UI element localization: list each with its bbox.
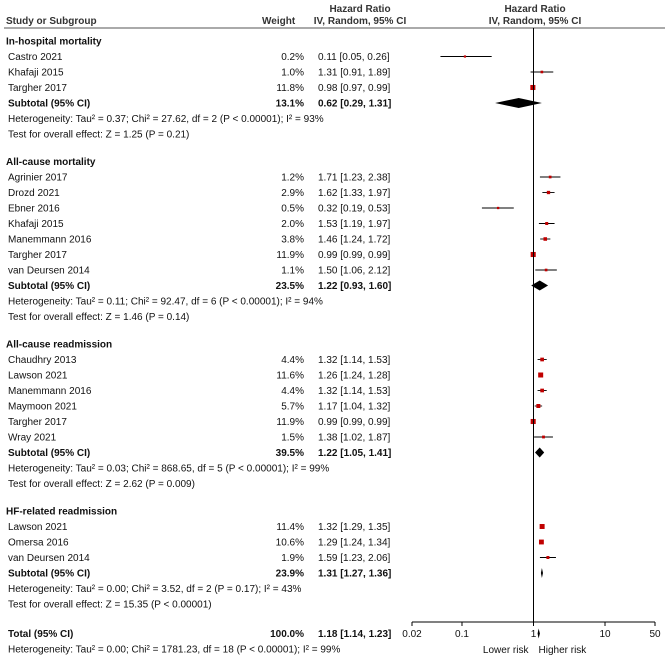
total-diamond bbox=[538, 629, 540, 639]
study-weight: 0.5% bbox=[281, 203, 304, 215]
heterogeneity-text: Heterogeneity: Tau² = 0.03; Chi² = 868.65, df = 5 (P < 0.00001); I² = 99% bbox=[8, 463, 330, 475]
study-hr-ci: 1.32 [1.14, 1.53] bbox=[318, 386, 391, 397]
study-hr-ci: 1.38 [1.02, 1.87] bbox=[318, 432, 391, 444]
study-name: van Deursen 2014 bbox=[8, 553, 90, 564]
study-weight: 0.2% bbox=[281, 52, 304, 63]
x-axis-tick-label: 1 bbox=[530, 629, 537, 640]
heterogeneity-text: Heterogeneity: Tau² = 0.11; Chi² = 92.47, df = 6 (P < 0.00001); I² = 94% bbox=[8, 296, 323, 308]
x-axis-tick-label: 10 bbox=[599, 629, 611, 640]
study-weight: 1.0% bbox=[281, 67, 304, 79]
study-name: Targher 2017 bbox=[8, 83, 67, 94]
subtotal-hr-ci: 0.62 [0.29, 1.31] bbox=[318, 98, 392, 110]
study-name: Targher 2017 bbox=[8, 250, 67, 261]
column-header-study: Study or Subgroup bbox=[6, 16, 97, 27]
overall-effect-text: Test for overall effect: Z = 15.35 (P < 0.00001) bbox=[8, 599, 212, 611]
study-weight: 1.9% bbox=[281, 553, 304, 564]
study-hr-ci: 1.59 [1.23, 2.06] bbox=[318, 553, 391, 564]
study-hr-ci: 1.29 [1.24, 1.34] bbox=[318, 537, 391, 549]
subtotal-label: Subtotal (95% CI) bbox=[8, 448, 91, 459]
study-weight: 2.9% bbox=[281, 188, 304, 199]
study-weight: 4.4% bbox=[281, 386, 304, 397]
study-weight: 11.4% bbox=[276, 522, 304, 533]
study-hr-ci: 1.31 [0.91, 1.89] bbox=[318, 67, 391, 79]
study-weight: 1.1% bbox=[281, 265, 304, 277]
study-name: Manemmann 2016 bbox=[8, 386, 92, 397]
subtotal-diamond bbox=[495, 98, 542, 108]
subtotal-weight: 23.9% bbox=[275, 568, 304, 580]
total-hr-ci: 1.18 [1.14, 1.23] bbox=[318, 629, 392, 640]
study-point-marker bbox=[549, 176, 552, 179]
study-point-marker bbox=[464, 55, 466, 57]
study-name: Drozd 2021 bbox=[8, 188, 60, 199]
column-header-hr-title: Hazard Ratio bbox=[329, 4, 391, 15]
study-weight: 4.4% bbox=[281, 355, 304, 366]
subtotal-label: Subtotal (95% CI) bbox=[8, 281, 91, 292]
study-hr-ci: 1.62 [1.33, 1.97] bbox=[318, 188, 391, 199]
subtotal-label: Subtotal (95% CI) bbox=[8, 568, 91, 580]
subtotal-hr-ci: 1.22 [0.93, 1.60] bbox=[318, 281, 392, 292]
overall-effect-text: Test for overall effect: Z = 2.62 (P = 0.009) bbox=[8, 479, 195, 490]
study-hr-ci: 1.32 [1.29, 1.35] bbox=[318, 522, 391, 533]
study-name: Lawson 2021 bbox=[8, 370, 68, 382]
study-point-marker bbox=[547, 191, 550, 194]
column-header-hr-method: IV, Random, 95% CI bbox=[313, 16, 407, 27]
study-hr-ci: 1.71 [1.23, 2.38] bbox=[318, 172, 391, 184]
study-name: Khafaji 2015 bbox=[8, 67, 64, 79]
study-weight: 1.2% bbox=[281, 172, 304, 184]
study-name: Maymoon 2021 bbox=[8, 401, 77, 413]
study-weight: 1.5% bbox=[281, 432, 304, 444]
study-point-marker bbox=[539, 540, 544, 545]
study-hr-ci: 0.99 [0.99, 0.99] bbox=[318, 250, 391, 261]
study-hr-ci: 0.99 [0.99, 0.99] bbox=[318, 417, 391, 428]
subtotal-hr-ci: 1.22 [1.05, 1.41] bbox=[318, 448, 392, 459]
column-header-weight: Weight bbox=[262, 16, 296, 27]
study-point-marker bbox=[530, 85, 535, 90]
study-point-marker bbox=[546, 556, 549, 559]
total-weight: 100.0% bbox=[270, 629, 304, 640]
subgroup-header: All-cause mortality bbox=[6, 157, 96, 168]
study-weight: 11.8% bbox=[276, 83, 304, 94]
study-weight: 11.9% bbox=[276, 417, 304, 428]
study-name: Ebner 2016 bbox=[8, 203, 60, 215]
study-name: Castro 2021 bbox=[8, 52, 63, 63]
study-weight: 11.6% bbox=[276, 370, 304, 382]
study-name: Manemmann 2016 bbox=[8, 234, 92, 246]
study-hr-ci: 1.26 [1.24, 1.28] bbox=[318, 370, 391, 382]
study-name: Khafaji 2015 bbox=[8, 219, 64, 230]
study-name: Wray 2021 bbox=[8, 432, 57, 444]
study-hr-ci: 1.46 [1.24, 1.72] bbox=[318, 234, 391, 246]
study-point-marker bbox=[540, 389, 544, 393]
subgroup-header: HF-related readmission bbox=[6, 506, 118, 518]
study-hr-ci: 0.32 [0.19, 0.53] bbox=[318, 203, 391, 215]
subtotal-weight: 13.1% bbox=[275, 98, 304, 110]
heterogeneity-text: Heterogeneity: Tau² = 0.37; Chi² = 27.62, df = 2 (P < 0.00001); I² = 93% bbox=[8, 114, 324, 125]
study-point-marker bbox=[543, 237, 547, 241]
study-hr-ci: 0.11 [0.05, 0.26] bbox=[318, 52, 390, 63]
study-point-marker bbox=[545, 269, 548, 272]
study-point-marker bbox=[497, 207, 499, 209]
subtotal-weight: 23.5% bbox=[275, 281, 304, 292]
plot-header-title: Hazard Ratio bbox=[504, 4, 566, 15]
study-point-marker bbox=[542, 436, 545, 439]
subtotal-diamond bbox=[541, 568, 543, 578]
study-point-marker bbox=[540, 524, 545, 529]
x-axis-left-label: Lower risk bbox=[482, 645, 529, 656]
study-point-marker bbox=[536, 404, 540, 408]
overall-effect-text: Test for overall effect: Z = 1.46 (P = 0.14) bbox=[8, 312, 190, 323]
study-point-marker bbox=[541, 71, 544, 74]
study-hr-ci: 1.50 [1.06, 2.12] bbox=[318, 265, 391, 277]
study-point-marker bbox=[540, 358, 544, 362]
subgroup-header: In-hospital mortality bbox=[6, 36, 102, 48]
study-name: Chaudhry 2013 bbox=[8, 355, 77, 366]
subtotal-hr-ci: 1.31 [1.27, 1.36] bbox=[318, 568, 392, 580]
study-hr-ci: 1.17 [1.04, 1.32] bbox=[318, 401, 391, 413]
study-name: Agrinier 2017 bbox=[8, 172, 68, 184]
study-weight: 2.0% bbox=[281, 219, 304, 230]
total-label: Total (95% CI) bbox=[8, 629, 74, 640]
subtotal-weight: 39.5% bbox=[275, 448, 304, 459]
study-name: Targher 2017 bbox=[8, 417, 67, 428]
overall-effect-text: Test for overall effect: Z = 1.25 (P = 0.21) bbox=[8, 129, 190, 141]
subtotal-diamond bbox=[535, 448, 544, 458]
subgroup-header: All-cause readmission bbox=[6, 339, 113, 351]
study-name: Lawson 2021 bbox=[8, 522, 68, 533]
x-axis-right-label: Higher risk bbox=[538, 645, 587, 656]
heterogeneity-text: Heterogeneity: Tau² = 0.00; Chi² = 3.52, df = 2 (P = 0.17); I² = 43% bbox=[8, 584, 302, 595]
study-weight: 11.9% bbox=[276, 250, 304, 261]
subtotal-label: Subtotal (95% CI) bbox=[8, 98, 91, 110]
x-axis-tick-label: 0.1 bbox=[455, 629, 469, 640]
x-axis-tick-label: 50 bbox=[649, 629, 661, 640]
study-hr-ci: 1.53 [1.19, 1.97] bbox=[318, 219, 391, 230]
study-hr-ci: 1.32 [1.14, 1.53] bbox=[318, 355, 391, 366]
x-axis-tick-label: 0.02 bbox=[402, 629, 422, 640]
study-weight: 3.8% bbox=[281, 234, 304, 246]
study-point-marker bbox=[545, 222, 548, 225]
study-point-marker bbox=[538, 372, 543, 377]
study-name: Omersa 2016 bbox=[8, 537, 69, 549]
total-heterogeneity-text: Heterogeneity: Tau² = 0.00; Chi² = 1781.23, df = 18 (P < 0.00001); I² = 99% bbox=[8, 644, 341, 656]
plot-header-method: IV, Random, 95% CI bbox=[488, 16, 582, 27]
study-weight: 5.7% bbox=[281, 401, 304, 413]
study-name: van Deursen 2014 bbox=[8, 265, 90, 277]
study-weight: 10.6% bbox=[275, 537, 304, 549]
study-hr-ci: 0.98 [0.97, 0.99] bbox=[318, 83, 391, 94]
